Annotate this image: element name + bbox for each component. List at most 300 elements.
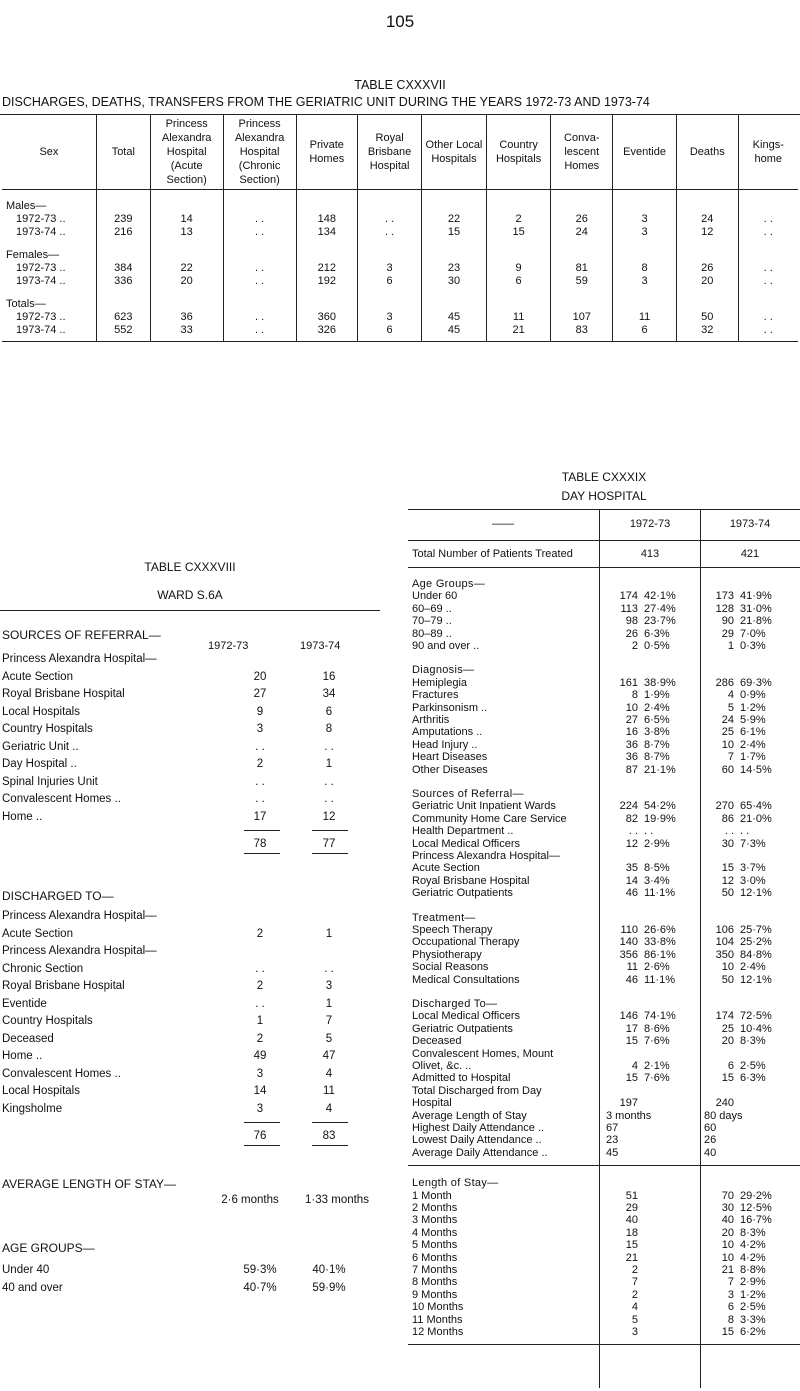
table137-cell: 15 (486, 226, 551, 239)
row-label: Head Injury .. (412, 738, 478, 751)
count-1972: 18 (625, 1226, 638, 1239)
sources-total-1973: 77 (322, 838, 336, 850)
table137-header-1: Total (96, 115, 150, 190)
count-1973: 104 (715, 936, 734, 949)
discharged-rule (244, 1122, 280, 1123)
percent-1973: 8·3% (740, 1226, 766, 1239)
row-label: Medical Consultations (412, 973, 520, 986)
count-1972: 11 (626, 961, 638, 974)
value-1973: 11 (323, 1085, 335, 1097)
row-label: Acute Section (2, 927, 73, 940)
percent-1973: 84·8% (740, 948, 772, 961)
table137-cell: 22 (150, 262, 223, 275)
source-row (0, 757, 380, 771)
table137-group-row (2, 288, 798, 311)
count-1972: 46 (625, 973, 638, 986)
table137-row (2, 262, 798, 275)
percent-1973: 72·5% (740, 1010, 772, 1023)
table137-empty-cell (358, 239, 422, 262)
percent-1973: 16·7% (740, 1214, 772, 1227)
table139-stay-row (408, 1326, 800, 1338)
table137-cell: 6 (358, 275, 422, 288)
discharged-row (0, 944, 380, 958)
percent-1972: 8·6% (644, 1022, 670, 1035)
table139-head-rule (408, 540, 800, 541)
row-label: 7 Months (412, 1264, 458, 1276)
percent-1973: 1·2% (740, 1288, 766, 1301)
table137-cell: 23 (422, 262, 487, 275)
section-heading: Length of Stay— (412, 1177, 499, 1190)
count-1973: 24 (721, 714, 734, 726)
sources-heading: SOURCES OF REFERRAL— (2, 628, 161, 642)
table139-row (408, 1035, 800, 1047)
count-1973: 15 (721, 1072, 734, 1085)
value-1973: 4 (325, 1102, 333, 1115)
value-1972: 45 (606, 1146, 619, 1159)
table137-empty-cell (551, 239, 613, 262)
section-heading: Treatment— (412, 911, 476, 924)
table137-title: TABLE CXXXVII (354, 78, 446, 92)
table137-empty-cell (551, 288, 613, 311)
source-row (0, 810, 380, 824)
table137-cell: . . (223, 275, 296, 288)
count-1973: 15 (721, 1326, 734, 1338)
count-1973: 70 (721, 1189, 734, 1202)
table137-cell: . . (763, 262, 773, 274)
count-1973: 50 (721, 973, 734, 986)
table139-mid-rule (408, 1165, 800, 1166)
table137-cell: . . (763, 226, 773, 238)
table137-header-10: Deaths (677, 115, 739, 190)
count-1972: 15 (625, 1035, 638, 1048)
sources-rule (244, 853, 280, 854)
table137-header-11: Kings- home (738, 115, 798, 190)
count-1972: 3 (631, 1326, 638, 1338)
table137-group-label: Totals— (2, 288, 96, 311)
count-1973: 15 (721, 862, 734, 875)
table137-header-2: Princess Alexandra Hospital (Acute Section) (150, 115, 223, 190)
age-row (0, 1281, 380, 1295)
value-1972: 3 (256, 1067, 264, 1080)
row-label: Princess Alexandra Hospital— (2, 945, 157, 957)
sources-rule (312, 830, 348, 831)
count-1972: 174 (619, 590, 638, 603)
percent-1973: 12·5% (740, 1202, 772, 1214)
percent-1972: 7·6% (644, 1035, 670, 1048)
table137-cell: . . (223, 262, 296, 275)
table137-header-8: Conva- lescent Homes (551, 115, 613, 190)
table137-empty-cell (422, 190, 487, 214)
table139-stay-row (408, 1314, 800, 1326)
percent-1972: 54·2% (644, 800, 676, 813)
row-label: Country Hospitals (2, 1015, 93, 1027)
row-label: Local Hospitals (2, 1085, 80, 1097)
table137-empty-cell (677, 288, 739, 311)
count-1972: 7 (631, 1276, 638, 1289)
value-1973: 1 (325, 927, 333, 940)
table137-empty-cell (486, 239, 551, 262)
sources-rule (312, 853, 348, 854)
count-1972: 161 (619, 676, 638, 689)
sources-total-1972: 78 (253, 838, 267, 850)
table137-cell: 360 (296, 311, 357, 324)
table137-cell: . . (223, 226, 296, 239)
row-label: 2 Months (412, 1202, 458, 1214)
row-label: Convalescent Homes, Mount (412, 1047, 554, 1060)
count-1972: 82 (625, 812, 638, 825)
value-1972: 3 months (606, 1109, 652, 1122)
table137-cell: 21 (486, 324, 551, 342)
percent-1973: 3·0% (740, 874, 766, 887)
count-1973: 106 (715, 924, 734, 936)
value-1972: 27 (253, 688, 267, 700)
count-1973: 128 (715, 602, 734, 615)
table137-empty-cell (223, 190, 296, 214)
table137-header-6: Other Local Hospitals (422, 115, 487, 190)
percent-1972: 6·3% (644, 627, 670, 640)
row-label: 40 and over (2, 1281, 63, 1294)
table137-cell: 552 (96, 324, 150, 342)
percent-1973: 8·8% (740, 1264, 766, 1276)
table139-row (408, 1060, 800, 1072)
table139-row (408, 1010, 800, 1022)
table137-empty-cell (613, 190, 677, 214)
count-1973: 10 (721, 961, 734, 974)
table137-empty-cell (96, 288, 150, 311)
count-1972: 113 (620, 602, 638, 615)
table137-year: 1973-74 .. (2, 226, 96, 239)
value-1973: 47 (322, 1050, 336, 1062)
percent-1973: 1·7% (740, 751, 766, 764)
table137-year: 1973-74 .. (2, 275, 96, 288)
value-1972: . . (255, 997, 265, 1010)
count-1973: 60 (721, 763, 734, 776)
table139-stay-row (408, 1239, 800, 1251)
row-label: Spinal Injuries Unit (2, 775, 98, 788)
value-1973: 16 (322, 670, 336, 683)
table139-section-heading (408, 998, 800, 1010)
row-label: 1 Month (412, 1189, 452, 1202)
total-patients-label: Total Number of Patients Treated (412, 548, 573, 560)
count-1973: 29 (721, 627, 734, 640)
row-label: Princess Alexandra Hospital— (412, 850, 560, 862)
count-1972: 10 (625, 701, 638, 714)
count-1972: 2 (631, 640, 638, 652)
percent-1973: 7·0% (740, 627, 766, 640)
count-1973: 6 (727, 1060, 734, 1072)
table139-stay-row (408, 1301, 800, 1313)
table137-cell: 14 (150, 213, 223, 226)
discharged-row (0, 979, 380, 993)
table137-cell: 623 (96, 311, 150, 324)
table137-cell: 239 (96, 213, 150, 226)
row-label: Geriatric Unit .. (2, 740, 79, 753)
count-1973: 173 (715, 590, 734, 603)
value-1972: 14 (253, 1085, 267, 1097)
count-1972: 4 (631, 1301, 638, 1314)
percent-1973: 10·4% (740, 1022, 772, 1035)
row-label: Speech Therapy (412, 924, 493, 936)
table139-row (408, 689, 800, 701)
percent-1972: 2·1% (644, 1060, 670, 1072)
table137-group-row (2, 190, 798, 214)
percent-1973: 21·8% (740, 615, 772, 628)
discharged-row (0, 1049, 380, 1063)
table137-cell: 26 (551, 213, 613, 226)
table137-cell: 50 (677, 311, 739, 324)
page-number: 105 (385, 12, 415, 31)
count-1972: 110 (620, 924, 638, 936)
value-1973: 3 (325, 980, 333, 992)
count-1973: 25 (721, 726, 734, 739)
count-1973: 30 (721, 837, 734, 850)
row-label: Parkinsonism .. (412, 701, 488, 714)
table137-cell: 9 (486, 262, 551, 275)
count-1973: 5 (727, 701, 734, 714)
percent-1973: 12·1% (740, 973, 772, 986)
value-1973: 6 (325, 705, 333, 718)
percent-1973: . . (740, 825, 750, 838)
percent-1973: 2·4% (740, 738, 766, 751)
value-1972: 20 (253, 670, 267, 683)
table137-cell: . . (223, 213, 296, 226)
percent-1973: 2·4% (740, 961, 766, 974)
row-label: 11 Months (412, 1313, 463, 1326)
table139-row (408, 875, 800, 887)
percent-1972: 42·1% (644, 590, 676, 603)
avg-stay-heading: AVERAGE LENGTH OF STAY— (2, 1177, 177, 1191)
count-1973: 4 (727, 689, 734, 702)
count-1972: 27 (625, 714, 638, 726)
value-1973: 34 (322, 688, 336, 700)
row-label: Geriatric Outpatients (412, 887, 513, 900)
count-1973: 30 (721, 1202, 734, 1214)
source-row (0, 652, 380, 666)
table138-col1: 1972-73 (208, 640, 249, 652)
table137-empty-cell (96, 239, 150, 262)
discharged-row (0, 909, 380, 923)
percent-1973: 65·4% (740, 800, 772, 813)
row-label: Princess Alexandra Hospital— (2, 653, 157, 665)
table139-row (408, 936, 800, 948)
table137-header-0: Sex (2, 115, 96, 190)
percent-1972: 6·5% (644, 714, 670, 726)
table137-row (2, 324, 798, 342)
sources-total-row (0, 837, 380, 851)
table138-title: TABLE CXXXVIII (144, 560, 236, 574)
percent-1973: 3·3% (740, 1313, 766, 1326)
value-1973: 12 (322, 810, 336, 823)
row-label: Amputations .. (412, 726, 483, 739)
table139-stay-row (408, 1276, 800, 1288)
source-row (0, 722, 380, 736)
table139-row (408, 1048, 800, 1060)
percent-1972: 2·6% (644, 961, 670, 974)
count-1972: 46 (625, 887, 638, 900)
avg-stay-row (0, 1193, 380, 1207)
count-1972: 140 (619, 936, 638, 949)
row-label: 80–89 .. (412, 627, 452, 640)
table139-bottom-rule (408, 1344, 800, 1345)
count-1973: 86 (721, 812, 734, 825)
table137-row (2, 213, 798, 226)
discharged-row (0, 1067, 380, 1081)
table137-group-row (2, 239, 798, 262)
table139-row (408, 924, 800, 936)
percent-1972: 11·1% (644, 887, 675, 900)
table139-section-heading (408, 664, 800, 676)
table137-cell: 336 (96, 275, 150, 288)
row-label: 6 Months (412, 1251, 458, 1264)
table137-cell: 45 (422, 311, 487, 324)
row-label: Average Daily Attendance .. (412, 1146, 548, 1159)
percent-1973: 31·0% (740, 602, 772, 615)
table139-extra-row (408, 1134, 800, 1146)
row-label: 60–69 .. (412, 602, 452, 615)
percent-1972: 7·6% (644, 1072, 670, 1085)
count-1972: 51 (625, 1189, 638, 1202)
count-1973: 21 (721, 1264, 734, 1276)
count-1972: 12 (625, 837, 638, 850)
discharged-rule (312, 1122, 348, 1123)
table137-year: 1972-73 .. (2, 213, 96, 226)
source-row (0, 775, 380, 789)
section-heading: Age Groups— (412, 578, 486, 590)
count-1972: 15 (625, 1239, 638, 1252)
table137-empty-cell (677, 190, 739, 214)
count-1972: 40 (625, 1214, 638, 1227)
value-1973: 26 (704, 1134, 717, 1147)
section-heading: Diagnosis— (412, 664, 475, 677)
table139-row (408, 800, 800, 812)
table137-cell: 134 (296, 226, 357, 239)
total-patients-1972: 413 (640, 548, 660, 560)
table139-row (408, 726, 800, 738)
table137-year: 1972-73 .. (2, 262, 96, 275)
value-1972: 49 (253, 1050, 267, 1062)
value-1972: 3 (256, 723, 264, 735)
table139-col1: 1972-73 (629, 518, 671, 530)
percent-1973: 6·3% (740, 1072, 766, 1085)
table137-empty-cell (223, 239, 296, 262)
row-label: Geriatric Outpatients (412, 1022, 513, 1035)
table137-cell: . . (763, 311, 773, 323)
discharged-rule (312, 1145, 348, 1146)
row-label: Kingsholme (2, 1102, 63, 1115)
count-1972: 98 (625, 615, 638, 628)
count-1972: 17 (625, 1022, 638, 1035)
value-1973: . . (324, 775, 334, 788)
table137-cell: 212 (296, 262, 357, 275)
table137-empty-cell (296, 190, 357, 214)
table137-cell: 30 (422, 275, 487, 288)
row-label: 5 Months (412, 1239, 458, 1252)
count-1972: 21 (625, 1251, 638, 1264)
count-1973: 10 (721, 738, 734, 751)
row-label: Deceased (2, 1032, 54, 1045)
row-label: Highest Daily Attendance .. (412, 1122, 545, 1134)
value-1972: . . (255, 962, 265, 975)
table137-cell: 216 (96, 226, 150, 239)
row-label: Day Hospital .. (2, 758, 77, 770)
value-1972: . . (255, 793, 265, 805)
count-1972: 4 (631, 1060, 638, 1072)
table137-header-9: Eventide (613, 115, 677, 190)
table139-row (408, 1023, 800, 1035)
table137-empty-cell (422, 239, 487, 262)
age-row (0, 1263, 380, 1277)
table139-row (408, 850, 800, 862)
table137-cell: 192 (296, 275, 357, 288)
row-label: Royal Brisbane Hospital (2, 688, 125, 700)
table137-empty-cell (738, 288, 798, 311)
count-1972: 8 (631, 689, 638, 702)
count-1973: 286 (715, 676, 734, 689)
percent-1972: 26·6% (644, 924, 676, 936)
table137-subtitle: DISCHARGES, DEATHS, TRANSFERS FROM THE GERIATRIC UNIT DURING THE YEARS 1972-73 AND 1973-74 (2, 95, 650, 109)
table137 (2, 115, 798, 342)
row-label: 8 Months (412, 1276, 458, 1289)
value-1973: 60 (704, 1122, 717, 1134)
age-groups-heading: AGE GROUPS— (2, 1241, 95, 1255)
row-label: Acute Section (2, 670, 73, 683)
table137-cell: 22 (422, 213, 487, 226)
value-1973: 8 (325, 723, 333, 735)
table139-row (408, 739, 800, 751)
row-label: 3 Months (412, 1214, 458, 1227)
table139-row (408, 1085, 800, 1097)
table137-cell: 81 (551, 262, 613, 275)
percent-1972: 33·8% (644, 936, 676, 949)
table139-row (408, 813, 800, 825)
table139-row (408, 590, 800, 602)
count-1973: . . (724, 825, 734, 838)
table139 (408, 510, 800, 1390)
discharged-rule (244, 1145, 280, 1146)
table137-cell: . . (223, 324, 296, 342)
table137-cell: 2 (486, 213, 551, 226)
row-label: Convalescent Homes .. (2, 793, 121, 805)
count-1973: 240 (715, 1097, 734, 1110)
table139-stay-row (408, 1252, 800, 1264)
row-label: Geriatric Unit Inpatient Wards (412, 800, 556, 813)
count-1973: 20 (721, 1226, 734, 1239)
table137-cell: 13 (150, 226, 223, 239)
value-1972: . . (255, 775, 265, 788)
percent-1972: 27·4% (644, 602, 676, 615)
table137-cell: 384 (96, 262, 150, 275)
value-1972: 9 (256, 705, 264, 718)
table137-empty-cell (677, 239, 739, 262)
row-label: Heart Diseases (412, 751, 488, 764)
percent-1972: 23·7% (644, 615, 676, 628)
table137-row (2, 226, 798, 239)
count-1973: 10 (721, 1251, 734, 1264)
row-label: Other Diseases (412, 763, 488, 776)
table137-cell: 148 (296, 213, 357, 226)
value-1972: 3 (256, 1102, 264, 1115)
percent-1972: . . (644, 825, 654, 838)
count-1972: 14 (625, 874, 638, 887)
table137-header-4: Private Homes (296, 115, 357, 190)
discharged-row (0, 1032, 380, 1046)
value-1972: 2 (256, 927, 264, 940)
count-1973: 7 (727, 751, 734, 764)
row-label: Hospital (412, 1097, 452, 1110)
table139-section-heading (408, 578, 800, 590)
table139-row (408, 961, 800, 973)
row-label: Total Discharged from Day (412, 1084, 542, 1097)
